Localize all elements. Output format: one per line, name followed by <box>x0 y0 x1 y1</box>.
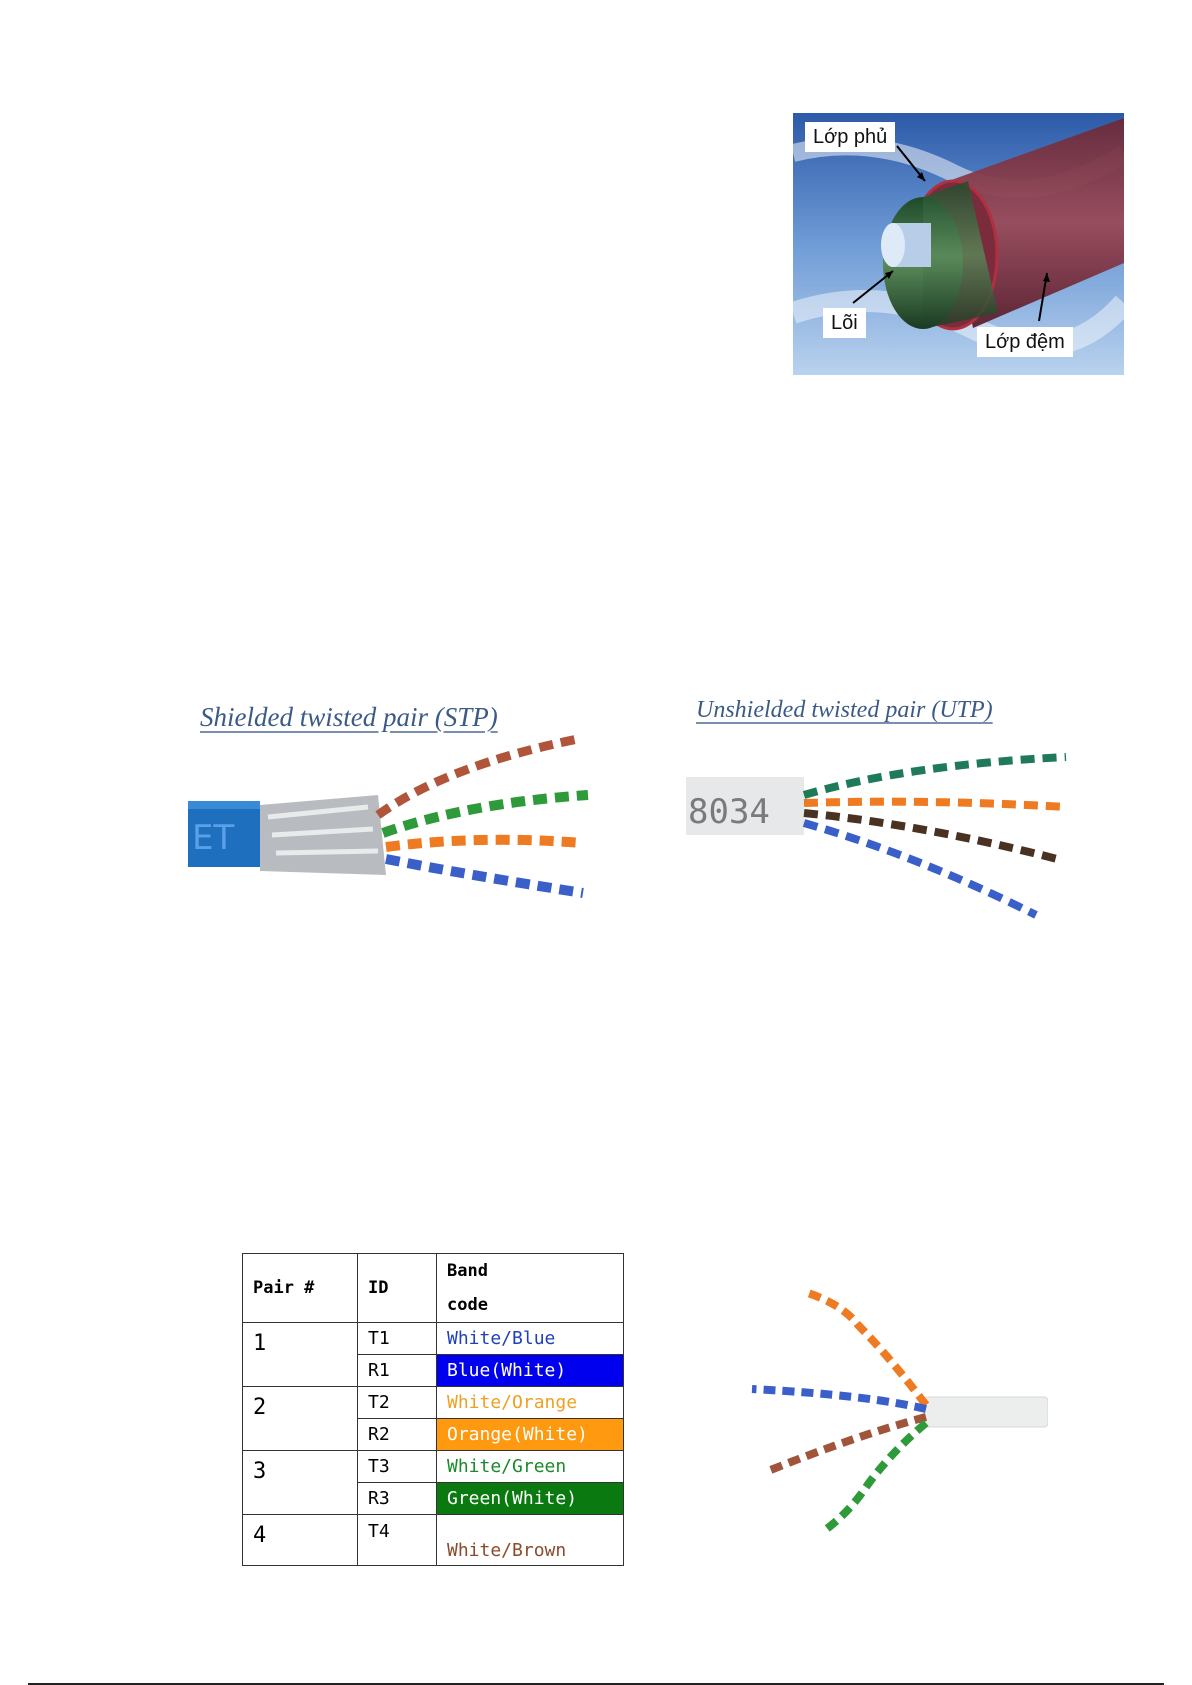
table-row <box>243 1387 624 1419</box>
header-band-line2: code <box>447 1295 488 1315</box>
fiber-label-cover: Lớp phủ <box>805 122 895 152</box>
wire-id: R1 <box>358 1355 437 1387</box>
band-code: White/Orange <box>437 1387 624 1419</box>
header-id: ID <box>358 1254 437 1323</box>
table-row <box>243 1451 624 1483</box>
band-code: Orange(White) <box>437 1419 624 1451</box>
fiber-label-core: Lõi <box>823 308 866 338</box>
utp-title: Unshielded twisted pair (UTP) <box>696 697 993 723</box>
pair-color-table <box>242 1253 624 1566</box>
wire-id: T3 <box>358 1451 437 1483</box>
wire-id: T1 <box>358 1323 437 1355</box>
utp-cable-image <box>686 745 1076 925</box>
table-row <box>243 1515 624 1566</box>
stp-jacket-print: ET <box>192 818 235 858</box>
fiber-optic-figure <box>793 113 1124 375</box>
band-code: White/Green <box>437 1451 624 1483</box>
table-header-row <box>243 1254 624 1323</box>
pair-number: 2 <box>243 1387 358 1451</box>
stp-cable-image <box>188 725 598 910</box>
band-code: White/Blue <box>437 1323 624 1355</box>
utp-jacket-print: 8034 <box>688 792 770 832</box>
header-pair: Pair # <box>243 1254 358 1323</box>
band-code: Blue(White) <box>437 1355 624 1387</box>
header-band-code <box>437 1254 624 1323</box>
header-band-line1: Band <box>447 1261 488 1281</box>
wire-id: T2 <box>358 1387 437 1419</box>
utp-four-pair-image <box>748 1285 1048 1535</box>
pair-number: 3 <box>243 1451 358 1515</box>
table-row <box>243 1323 624 1355</box>
band-code: White/Brown <box>437 1515 624 1566</box>
wire-id: T4 <box>358 1515 437 1566</box>
stp-title: Shielded twisted pair (STP) <box>200 702 498 732</box>
wire-id: R3 <box>358 1483 437 1515</box>
pair-number: 1 <box>243 1323 358 1387</box>
wire-id: R2 <box>358 1419 437 1451</box>
band-code: Green(White) <box>437 1483 624 1515</box>
fiber-label-cladding: Lớp đệm <box>977 327 1073 357</box>
pair-number: 4 <box>243 1515 358 1566</box>
